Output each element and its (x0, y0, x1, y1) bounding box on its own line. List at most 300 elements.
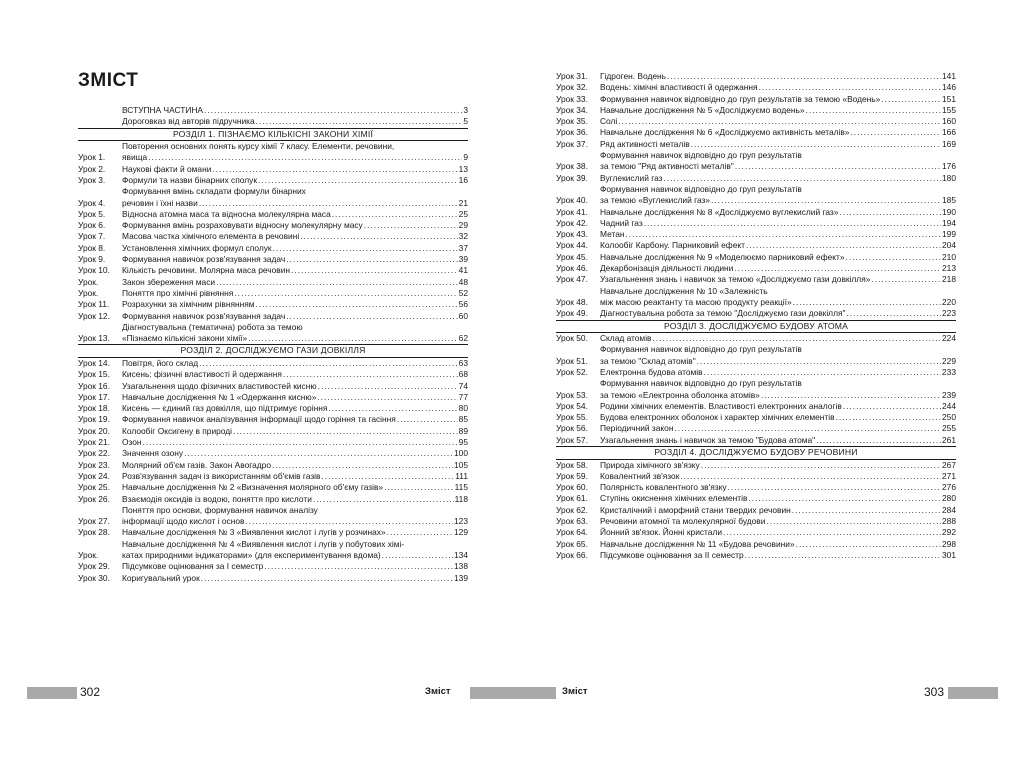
toc-entry[interactable] (556, 263, 956, 274)
toc-entry[interactable] (78, 209, 468, 220)
page-ref: 80 (458, 403, 468, 414)
page-ref: 3 (463, 105, 468, 115)
dot-leader (328, 403, 457, 414)
toc-entry[interactable] (78, 311, 468, 322)
entry-title-line: Навчальне дослідження № 1 «Одержання кисню» (122, 391, 317, 402)
page-ref: 37 (458, 242, 468, 253)
toc-entry[interactable] (78, 243, 468, 254)
lesson-number: Урок 40. (556, 195, 588, 206)
dot-leader (248, 333, 458, 344)
dot-leader (663, 173, 941, 184)
toc-entry[interactable] (78, 494, 468, 505)
toc-entry[interactable] (556, 116, 956, 127)
dot-leader (272, 460, 453, 471)
toc-entry[interactable] (556, 378, 956, 401)
page-ref: 60 (458, 310, 468, 321)
lesson-number: Урок 17. (78, 391, 110, 402)
toc-entry[interactable] (78, 381, 468, 392)
entry-title-line: Формування вмінь розраховувати відносну молекулярну масу (122, 220, 363, 231)
page-ref: 255 (942, 423, 956, 434)
toc-entry[interactable] (78, 231, 468, 242)
toc-entry[interactable] (78, 460, 468, 471)
entry-title-line: Розрахунки за хімічним рівнянням (122, 299, 255, 310)
entry-title-line: Навчальне дослідження № 4 «Виявлення кислот і лугів у побутових хімі- (122, 538, 405, 549)
entry-title-line: Гідроген. Водень (600, 71, 666, 81)
toc-left (78, 105, 468, 584)
toc-right (556, 71, 956, 561)
dot-leader (216, 277, 458, 288)
toc-entry[interactable] (78, 358, 468, 369)
dot-leader (291, 265, 458, 276)
entry-title-line: Навчальне дослідження № 5 «Досліджуємо водень» (600, 104, 805, 115)
toc-entry[interactable] (78, 539, 468, 562)
dot-leader (871, 274, 941, 285)
lesson-number: Урок 35. (556, 116, 588, 127)
toc-entry[interactable] (556, 286, 956, 309)
footer-bar (512, 687, 556, 699)
page-ref: 250 (942, 412, 956, 423)
toc-entry[interactable] (556, 505, 956, 516)
dot-leader (735, 161, 941, 172)
toc-entry[interactable] (556, 274, 956, 285)
section-heading: РОЗДІЛ 1. ПІЗНАЄМО КІЛЬКІСНІ ЗАКОНИ ХІМІЇ (78, 128, 468, 142)
dot-leader (332, 209, 458, 220)
toc-entry[interactable] (556, 94, 956, 105)
entry-title-line: Формування навичок відповідно до груп результатів (600, 378, 802, 389)
lesson-number: Урок 8. (78, 242, 106, 253)
page-ref: 77 (458, 391, 468, 402)
toc-entry[interactable] (78, 573, 468, 584)
dot-leader (816, 435, 941, 446)
entry-title-line: Речовини атомної та молекулярної будови (600, 515, 766, 526)
toc-entry[interactable] (78, 141, 468, 164)
entry-title-line: за темою "Ряд активності металів" (600, 161, 734, 172)
dot-leader (233, 426, 458, 437)
page-ref: 134 (454, 549, 468, 560)
toc-entry[interactable] (78, 414, 468, 425)
page-ref: 151 (942, 93, 956, 104)
entry-title-line: Формування навичок розв'язування задач (122, 254, 286, 265)
dot-leader (199, 198, 458, 209)
lesson-number: Урок 59. (556, 470, 588, 481)
entry-title-line: Взаємодія оксидів із водою, поняття про кислоти (122, 493, 312, 504)
toc-entry[interactable] (556, 252, 956, 263)
page-ref: 194 (942, 217, 956, 228)
page-ref: 48 (458, 276, 468, 287)
toc-entry[interactable] (78, 561, 468, 572)
entry-title-line: Навчальне дослідження № 11 «Будова речовини» (600, 538, 795, 549)
entry-title-line: Водень: хімічні властивості й одержання (600, 82, 758, 93)
dot-leader (759, 82, 941, 93)
page-ref: 129 (454, 527, 468, 538)
entry-title-line: Повітря, його склад (122, 357, 199, 368)
page-ref: 267 (942, 459, 956, 470)
dot-leader (317, 392, 457, 403)
page-ref: 9 (463, 152, 468, 163)
lesson-number: Урок 23. (78, 459, 110, 470)
page-ref: 56 (458, 299, 468, 310)
page-ref: 261 (942, 434, 956, 445)
entry-title-line: Формули та назви бінарних сполук (122, 174, 257, 185)
toc-entry[interactable] (556, 516, 956, 527)
toc-entry[interactable] (78, 392, 468, 403)
entry-title-line: Установлення хімічних формул сполук (122, 242, 272, 253)
entry-title-line: Полярність ковалентного зв'язку (600, 482, 727, 493)
lesson-number: Урок 29. (78, 561, 110, 572)
lesson-number: Урок 45. (556, 251, 588, 262)
page-ref: 68 (458, 369, 468, 380)
page-ref: 138 (454, 561, 468, 572)
dot-leader (286, 311, 457, 322)
entry-title-line: Підсумкове оцінювання за І семестр (122, 561, 264, 572)
lesson-number: Урок 18. (78, 403, 110, 414)
dot-leader (796, 539, 941, 550)
lesson-number: Урок 30. (78, 572, 110, 583)
page-ref: 25 (458, 208, 468, 219)
dot-leader (728, 482, 941, 493)
dot-leader (618, 116, 941, 127)
lesson-number: Урок 36. (556, 127, 588, 138)
toc-entry[interactable] (78, 277, 468, 288)
lesson-number: Урок. (78, 549, 99, 560)
toc-entry[interactable] (78, 265, 468, 276)
page-ref: 118 (454, 493, 468, 504)
entry-title-line: Формування навичок аналізування інформації щодо горіння та гасіння (122, 414, 396, 425)
dot-leader (697, 356, 941, 367)
lesson-number: Урок 49. (556, 308, 588, 319)
dot-leader (644, 218, 941, 229)
toc-entry[interactable] (556, 493, 956, 504)
lesson-number: Урок 19. (78, 414, 110, 425)
right-page (512, 0, 1024, 768)
dot-leader (382, 550, 453, 561)
dot-leader (184, 448, 453, 459)
lesson-number: Урок 27. (78, 516, 110, 527)
lesson-number: Урок 31. (556, 71, 588, 81)
lesson-number: Урок 34. (556, 104, 588, 115)
lesson-number: Урок 54. (556, 400, 588, 411)
lesson-number: Урок 15. (78, 369, 110, 380)
lesson-number: Урок. (78, 287, 99, 298)
dot-leader (711, 195, 941, 206)
toc-entry[interactable] (556, 82, 956, 93)
dot-leader (212, 164, 457, 175)
page-ref: 16 (458, 174, 468, 185)
lesson-number: Урок 1. (78, 152, 106, 163)
lesson-number: Урок 62. (556, 504, 588, 515)
entry-title-line: Повторення основних понять курсу хімії 7 класу. Елементи, речовини, (122, 141, 395, 152)
toc-entry[interactable] (556, 105, 956, 116)
toc-entry[interactable] (78, 403, 468, 414)
dot-leader (397, 414, 458, 425)
page-ref: 95 (458, 437, 468, 448)
lesson-number: Урок 33. (556, 93, 588, 104)
toc-entry[interactable] (556, 412, 956, 423)
page-ref: 166 (942, 127, 956, 138)
entry-title-line: Будова електронних оболонок і характер хімічних елементів (600, 412, 835, 423)
lesson-number: Урок 63. (556, 515, 588, 526)
toc-entry[interactable] (556, 184, 956, 207)
page-ref: 32 (458, 231, 468, 242)
entry-title-line: явища (122, 152, 148, 163)
lesson-number: Урок 43. (556, 229, 588, 240)
page-ref: 5 (463, 116, 468, 127)
lesson-number: Урок 38. (556, 161, 588, 172)
toc-entry[interactable] (78, 116, 468, 127)
toc-entry[interactable] (556, 401, 956, 412)
toc-entry[interactable] (78, 220, 468, 231)
page-ref: 276 (942, 482, 956, 493)
dot-leader (143, 437, 458, 448)
page-ref: 41 (458, 265, 468, 276)
entry-title-line: Навчальне дослідження № 9 «Моделюємо парниковий ефект» (600, 251, 845, 262)
dot-leader (792, 505, 941, 516)
entry-title-line: Формування навичок розв'язування задач (122, 310, 286, 321)
entry-title-line: Ступінь окиснення хімічних елементів (600, 493, 748, 504)
page-ref: 271 (942, 470, 956, 481)
entry-title-line: Метан (600, 229, 625, 240)
dot-leader (234, 288, 457, 299)
toc-entry[interactable] (78, 164, 468, 175)
page-ref: 210 (942, 251, 956, 262)
entry-title-line: Періодичний закон (600, 423, 674, 434)
page-ref: 155 (942, 104, 956, 115)
toc-entry[interactable] (556, 550, 956, 561)
toc-entry[interactable] (78, 471, 468, 482)
page-ref: 39 (458, 254, 468, 265)
toc-entry[interactable] (556, 218, 956, 229)
page-ref: 220 (942, 296, 956, 307)
lesson-number: Урок 55. (556, 412, 588, 423)
dot-leader (653, 333, 942, 344)
toc-entry[interactable] (556, 150, 956, 173)
entry-title-line: катах природними індикаторами» (для експериментування вдома) (122, 549, 381, 560)
lesson-number: Урок 16. (78, 380, 110, 391)
entry-title-line: Солі (600, 116, 618, 127)
dot-leader (625, 229, 941, 240)
toc-entry[interactable] (556, 367, 956, 378)
lesson-number: Урок 65. (556, 538, 588, 549)
dot-leader (745, 550, 941, 561)
dot-leader (667, 71, 941, 82)
page-ref: 13 (458, 163, 468, 174)
entry-title-line: Кисень — єдиний газ довкілля, що підтримує горіння (122, 403, 328, 414)
entry-title-line: Узагальнення знань і навичок за темою "Будова атома" (600, 434, 816, 445)
entry-title-line: Колообіг Карбону. Парниковий ефект (600, 240, 745, 251)
entry-title-line: Значення озону (122, 448, 184, 459)
lesson-number: Урок 56. (556, 423, 588, 434)
page-ref: 301 (942, 549, 956, 560)
toc-entry[interactable] (78, 426, 468, 437)
dot-leader (734, 263, 941, 274)
toc-entry[interactable] (78, 505, 468, 528)
page-ref: 21 (458, 197, 468, 208)
toc-entry[interactable] (556, 539, 956, 550)
dot-leader (148, 152, 462, 163)
section-heading: РОЗДІЛ 3. ДОСЛІДЖУЄМО БУДОВУ АТОМА (556, 320, 956, 334)
lesson-number: Урок 3. (78, 174, 106, 185)
entry-title-line: Формування навичок відповідно до груп результатів (600, 183, 802, 194)
toc-entry[interactable] (78, 322, 468, 345)
entry-title-line: інформації щодо кислот і основ (122, 516, 245, 527)
dot-leader (680, 471, 941, 482)
page-ref: 141 (942, 71, 956, 81)
toc-entry[interactable] (556, 435, 956, 446)
toc-entry[interactable] (78, 299, 468, 310)
toc-entry[interactable] (78, 448, 468, 459)
toc-entry[interactable] (78, 186, 468, 209)
lesson-number: Урок 66. (556, 549, 588, 560)
entry-title-line: Закон збереження маси (122, 276, 216, 287)
entry-title-line: Підсумкове оцінювання за ІІ семестр (600, 549, 744, 560)
lesson-number: Урок 7. (78, 231, 106, 242)
dot-leader (843, 401, 941, 412)
toc-entry[interactable] (556, 482, 956, 493)
page-ref: 62 (458, 333, 468, 344)
page-ref: 85 (458, 414, 468, 425)
page-ref: 176 (942, 161, 956, 172)
dot-leader (318, 381, 458, 392)
entry-title-line: Кристалічний і аморфний стани твердих речовин (600, 504, 791, 515)
page-ref: 115 (454, 482, 468, 493)
lesson-number: Урок 46. (556, 263, 588, 274)
page-ref: 63 (458, 357, 468, 368)
toc-entry[interactable] (556, 308, 956, 319)
toc-entry[interactable] (78, 482, 468, 493)
entry-title-line: Діагностувальна (тематична) робота за темою (122, 321, 303, 332)
toc-entry[interactable] (556, 423, 956, 434)
entry-title-line: за темою "Склад атомів" (600, 355, 696, 366)
dot-leader (256, 116, 463, 127)
page-ref: 185 (942, 195, 956, 206)
entry-title-line: Формування навичок відповідно до груп результатів за темою «Водень» (600, 93, 881, 104)
dot-leader (283, 369, 458, 380)
dot-leader (836, 412, 941, 423)
dot-leader (746, 240, 941, 251)
page-ref: 223 (942, 308, 956, 319)
lesson-number: Урок 51. (556, 355, 588, 366)
entry-title-line: Навчальне дослідження № 2 «Визначення молярного об'єму газів» (122, 482, 384, 493)
toc-entry[interactable] (556, 240, 956, 251)
dot-leader (264, 561, 453, 572)
dot-leader (364, 220, 458, 231)
page-ref: 29 (458, 220, 468, 231)
lesson-number: Урок 13. (78, 333, 110, 344)
lesson-number: Урок 64. (556, 527, 588, 538)
entry-title-line: Електронна будова атомів (600, 366, 703, 377)
dot-leader (691, 139, 941, 150)
toc-entry[interactable] (78, 254, 468, 265)
toc-entry[interactable] (78, 175, 468, 186)
lesson-number: Урок 60. (556, 482, 588, 493)
lesson-number: Урок 42. (556, 217, 588, 228)
lesson-number: Урок 24. (78, 470, 110, 481)
dot-leader (701, 460, 941, 471)
lesson-number: Урок 9. (78, 254, 106, 265)
toc-entry[interactable] (556, 229, 956, 240)
entry-title-line: за темою «Вуглекислий газ» (600, 195, 711, 206)
dot-leader (723, 527, 941, 538)
toc-entry[interactable] (556, 139, 956, 150)
toc-entry[interactable] (556, 460, 956, 471)
entry-title-line: Дороговказ від авторів підручника (122, 116, 255, 127)
toc-entry[interactable] (556, 527, 956, 538)
page-ref: 52 (458, 287, 468, 298)
entry-title-line: Йонний зв'язок. Йонні кристали (600, 527, 723, 538)
lesson-number: Урок 11. (78, 299, 110, 310)
lesson-number: Урок 58. (556, 459, 588, 470)
lesson-number: Урок 37. (556, 138, 588, 149)
lesson-number: Урок 10. (78, 265, 110, 276)
toc-entry[interactable] (78, 369, 468, 380)
dot-leader (199, 358, 458, 369)
page-ref: 89 (458, 425, 468, 436)
toc-entry[interactable] (556, 333, 956, 344)
entry-title-line: Поняття про основи, формування навичок аналізу (122, 504, 318, 515)
entry-title-line: Чадний газ (600, 217, 643, 228)
entry-title-line: Ряд активності металів (600, 138, 690, 149)
lesson-number: Урок 52. (556, 366, 588, 377)
page-number: 302 (80, 685, 101, 699)
dot-leader (300, 231, 457, 242)
toc-entry[interactable] (78, 437, 468, 448)
toc-entry[interactable] (556, 173, 956, 184)
toc-entry[interactable] (78, 105, 468, 116)
toc-entry[interactable] (78, 527, 468, 538)
page-number: 303 (924, 685, 945, 699)
entry-title-line: Молярний об'єм газів. Закон Авогадро (122, 459, 271, 470)
lesson-number: Урок 21. (78, 437, 110, 448)
dot-leader (204, 105, 462, 116)
lesson-number: Урок 25. (78, 482, 110, 493)
toc-entry[interactable] (556, 71, 956, 82)
dot-leader (761, 390, 941, 401)
dot-leader (839, 207, 941, 218)
page-ref: 284 (942, 504, 956, 515)
dot-leader (846, 308, 941, 319)
page-title: ЗМІСТ (78, 70, 139, 91)
dot-leader (850, 127, 941, 138)
page-ref: 180 (942, 172, 956, 183)
page-ref: 239 (942, 389, 956, 400)
page-ref: 233 (942, 366, 956, 377)
toc-entry[interactable] (556, 344, 956, 367)
lesson-number: Урок 22. (78, 448, 110, 459)
dot-leader (321, 471, 454, 482)
page-ref: 105 (454, 459, 468, 470)
entry-title-line: Узагальнення щодо фізичних властивостей кисню (122, 380, 317, 391)
running-head: Зміст (425, 686, 451, 697)
entry-title-line: Відносна атомна маса та відносна молекулярна маса (122, 208, 331, 219)
lesson-number: Урок 47. (556, 274, 588, 285)
entry-title-line: Навчальне дослідження № 8 «Досліджуємо вуглекислий газ» (600, 206, 839, 217)
toc-entry[interactable] (556, 207, 956, 218)
toc-entry[interactable] (556, 471, 956, 482)
entry-title-line: Навчальне дослідження № 10 «Залежність (600, 285, 768, 296)
toc-entry[interactable] (556, 127, 956, 138)
page-ref: 146 (942, 82, 956, 93)
lesson-number: Урок 2. (78, 163, 106, 174)
entry-title-line: Узагальнення знань і навичок за темою «Досліджуємо гази довкілля» (600, 274, 871, 285)
page-ref: 74 (458, 380, 468, 391)
dot-leader (273, 243, 458, 254)
section-heading: РОЗДІЛ 2. ДОСЛІДЖУЄМО ГАЗИ ДОВКІЛЛЯ (78, 344, 468, 358)
page-ref: 204 (942, 240, 956, 251)
entry-title-line: Формування навичок відповідно до груп результатів (600, 344, 802, 355)
toc-entry[interactable] (78, 288, 468, 299)
page-ref: 100 (454, 448, 468, 459)
lesson-number: Урок 48. (556, 296, 588, 307)
